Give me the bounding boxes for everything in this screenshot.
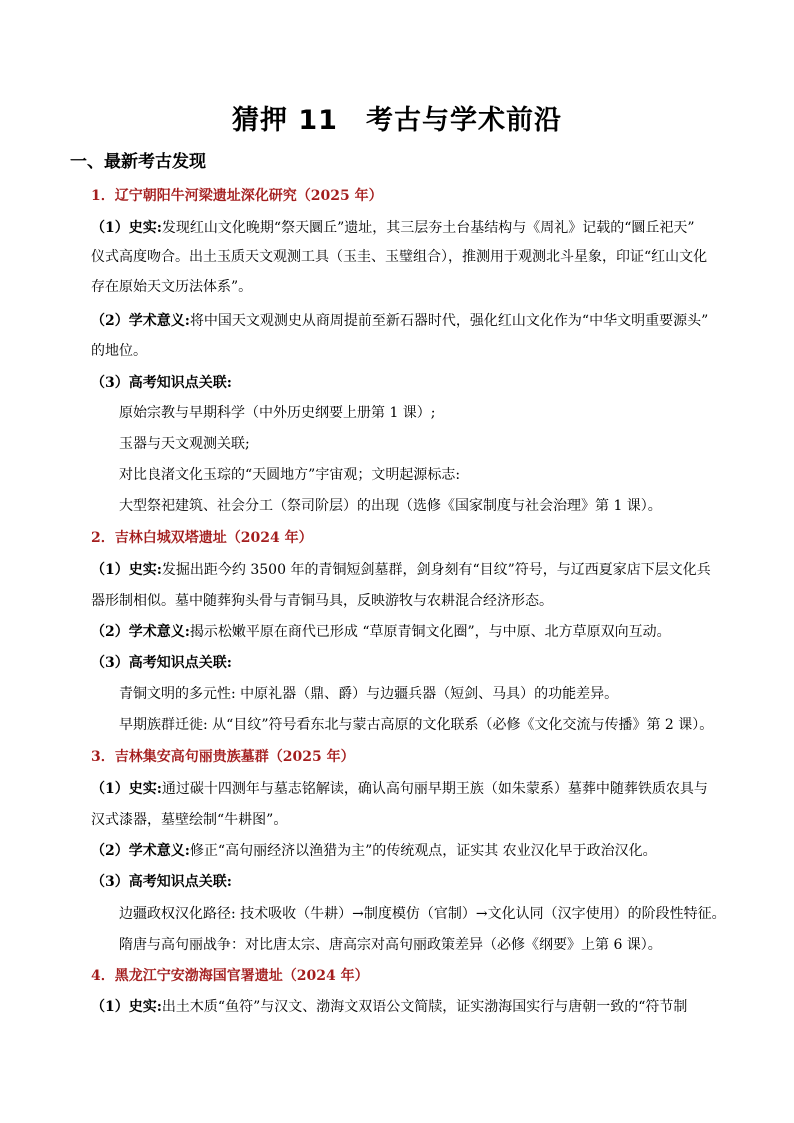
exam-label: （3）高考知识点关联:	[91, 375, 232, 391]
meaning-text: 将中国天文观测史从商周提前至新石器时代，强化红山文化作为“中华文明重要源头”	[189, 313, 709, 329]
fact-text: 发掘出距今约 3500 年的青铜短剑墓群，剑身刻有“目纹”符号，与辽西夏家店下层文化兵	[161, 562, 711, 578]
item-heading: 3．吉林集安高句丽贵族墓群（2025 年）	[91, 749, 355, 765]
meaning-text: 揭示松嫩平原在商代已形成 “草原青铜文化圈”，与中原、北方草原双向互动。	[189, 624, 671, 640]
exam-label: （3）高考知识点关联:	[91, 874, 232, 890]
fact-label: （1）史实:	[91, 781, 162, 797]
fact-line: 存在原始天文历法体系”。	[91, 279, 253, 295]
page-title: 猜押 11 考古与学术前沿	[232, 105, 562, 136]
fact-label: （1）史实:	[91, 220, 162, 236]
exam-line: 对比良渚文化玉琮的“天圆地方”宇宙观；文明起源标志:	[119, 467, 461, 483]
item-heading: 1．辽宁朝阳牛河梁遗址深化研究（2025 年）	[91, 188, 383, 204]
fact-line	[91, 219, 695, 237]
fact-line: 仪式高度吻合。出土玉质天文观测工具（玉圭、玉璧组合），推测用于观测北斗星象，印证“红山文化	[91, 249, 708, 265]
exam-line: 边疆政权汉化路径: 技术吸收（牛耕）→制度模仿（官制）→文化认同（汉字使用）的阶段性特征。	[119, 906, 726, 922]
meaning-line: 的地位。	[91, 343, 147, 359]
fact-line	[91, 561, 711, 579]
meaning-line	[91, 312, 708, 330]
meaning-label: （2）学术意义:	[91, 843, 190, 859]
fact-line: 器形制相似。墓中随葬狗头骨与青铜马具，反映游牧与农耕混合经济形态。	[91, 593, 553, 609]
fact-text: 出土木质“鱼符”与汉文、渤海文双语公文简牍，证实渤海国实行与唐朝一致的“符节制	[161, 999, 688, 1015]
fact-line: 汉式漆器，墓壁绘制“牛耕图”。	[91, 812, 288, 828]
fact-label: （1）史实:	[91, 999, 162, 1015]
exam-line: 隋唐与高句丽战争：对比唐太宗、唐高宗对高句丽政策差异（必修《纲要》上第 6 课）。	[119, 937, 662, 953]
exam-line: 玉器与天文观测关联;	[119, 436, 250, 452]
item-heading: 4．黑龙江宁安渤海国官署遗址（2024 年）	[91, 968, 369, 984]
exam-label: （3）高考知识点关联:	[91, 655, 232, 671]
meaning-label: （2）学术意义:	[91, 313, 190, 329]
meaning-text: 修正“高句丽经济以渔猎为主”的传统观点，证实其 农业汉化早于政治汉化。	[189, 843, 657, 859]
meaning-label: （2）学术意义:	[91, 624, 190, 640]
exam-line: 青铜文明的多元性: 中原礼器（鼎、爵）与边疆兵器（短剑、马具）的功能差异。	[119, 686, 619, 702]
fact-line	[91, 780, 708, 798]
fact-text: 发现红山文化晚期“祭天圜丘”遗址，其三层夯土台基结构与《周礼》记载的“圜丘祀天”	[161, 220, 695, 236]
fact-label: （1）史实:	[91, 562, 162, 578]
item-heading: 2．吉林白城双塔遗址（2024 年）	[91, 530, 313, 546]
fact-line	[91, 998, 687, 1016]
exam-line: 早期族群迁徙: 从“目纹”符号看东北与蒙古高原的文化联系（必修《文化交流与传播》第 2 课）。	[119, 717, 714, 733]
meaning-line	[91, 842, 657, 860]
meaning-line	[91, 623, 671, 641]
section-heading: 一、最新考古发现	[70, 152, 206, 172]
exam-line: 大型祭祀建筑、社会分工（祭司阶层）的出现（选修《国家制度与社会治理》第 1 课）。	[119, 498, 662, 514]
fact-text: 通过碳十四测年与墓志铭解读，确认高句丽早期王族（如朱蒙系）墓葬中随葬铁质农具与	[161, 781, 708, 797]
exam-line: 原始宗教与早期科学（中外历史纲要上册第 1 课）;	[119, 405, 436, 421]
